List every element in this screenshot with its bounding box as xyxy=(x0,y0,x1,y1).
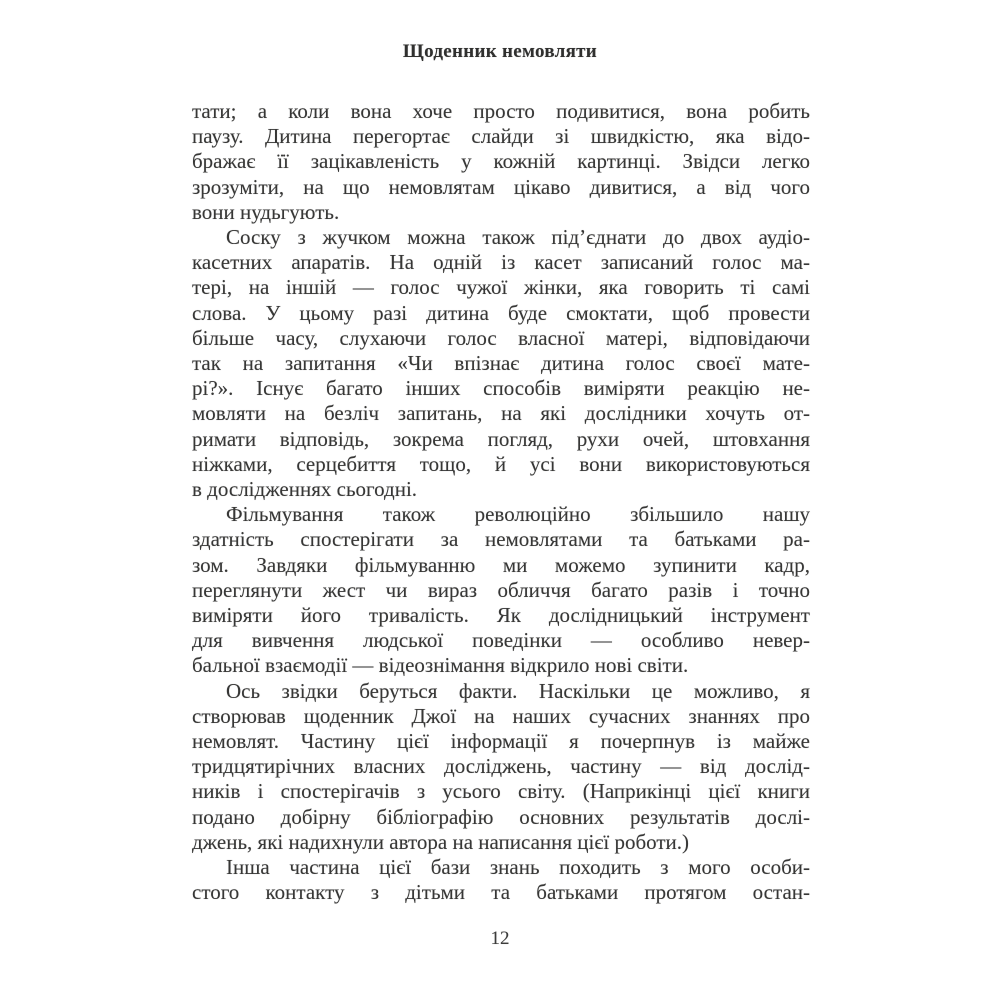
text-line: здатність спостерігати за немовлятами та батьками ра- xyxy=(192,527,810,552)
text-line: Ось звідки беруться факти. Наскільки це можливо, я xyxy=(226,678,810,703)
running-head: Щоденник немовляти xyxy=(402,41,598,62)
text-line: джень, які надихнули автора на написання цієї роботи.) xyxy=(192,829,690,854)
paragraph xyxy=(192,679,810,855)
text-line: тері, на іншій — голос чужої жінки, яка говорить ті самі xyxy=(192,275,810,300)
text-line: в дослідженнях сьогодні. xyxy=(192,477,418,502)
text-line: стого контакту з дітьми та батьками протягом остан- xyxy=(192,880,810,905)
text-line: тридцятирічних власних досліджень, частину — від дослід- xyxy=(192,754,810,779)
text-line: створював щоденник Джої на наших сучасних знаннях про xyxy=(192,703,810,728)
text-line: подано добірну бібліографію основних результатів дослі- xyxy=(192,804,810,829)
paragraph xyxy=(192,225,810,502)
text-line: немовлят. Частину цієї інформації я почерпнув із майже xyxy=(192,729,810,754)
text-line: виміряти його тривалість. Як дослідницький інструмент xyxy=(192,603,810,628)
text-line: зом. Завдяки фільмуванню ми можемо зупинити кадр, xyxy=(192,552,810,577)
text-line: вони нудьгують. xyxy=(192,199,340,224)
text-line: так на запитання «Чи впізнає дитина голос своєї мате- xyxy=(192,351,810,376)
text-line: переглянути жест чи вираз обличчя багато разів і точно xyxy=(192,577,810,602)
page-number: 12 xyxy=(490,928,510,949)
text-line: ніжками, серцебиття тощо, й усі вони використовуються xyxy=(192,451,810,476)
text-line: ників і спостерігачів з усього світу. (Наприкінці цієї книги xyxy=(192,779,810,804)
text-line: більше часу, слухаючи голос власної матері, відповідаючи xyxy=(192,325,810,350)
text-line: Фільмування також революційно збільшило нашу xyxy=(226,502,810,527)
paragraph xyxy=(192,855,810,905)
text-line: мовляти на безліч запитань, на які дослідники хочуть от- xyxy=(192,401,810,426)
text-line: для вивчення людської поведінки — особливо невер- xyxy=(192,628,810,653)
text-line: зрозуміти, на що немовлятам цікаво дивитися, а від чого xyxy=(192,174,810,199)
text-line: римати відповідь, зокрема погляд, рухи очей, штовхання xyxy=(192,426,810,451)
paragraph xyxy=(192,99,810,225)
text-line: тати; а коли вона хоче просто подивитися, вона робить xyxy=(192,99,810,123)
text-line: бражає її зацікавленість у кожній картинці. Звідси легко xyxy=(192,149,810,174)
text-line: касетних апаратів. На одній із касет записаний голос ма- xyxy=(192,250,810,275)
text-line: Соску з жучком можна також під’єднати до двох аудіо- xyxy=(226,225,810,250)
text-line: рі?». Існує багато інших способів виміряти реакцію не- xyxy=(192,376,810,401)
text-line: бальної взаємодії — відеознімання відкрило нові світи. xyxy=(192,653,689,678)
text-block xyxy=(192,99,810,906)
text-line: слова. У цьому разі дитина буде смоктати, щоб провести xyxy=(192,300,810,325)
text-line: Інша частина цієї бази знань походить з мого особи- xyxy=(226,855,810,880)
paragraph xyxy=(192,502,810,678)
text-line: паузу. Дитина перегортає слайди зі швидкістю, яка відо- xyxy=(192,124,810,149)
